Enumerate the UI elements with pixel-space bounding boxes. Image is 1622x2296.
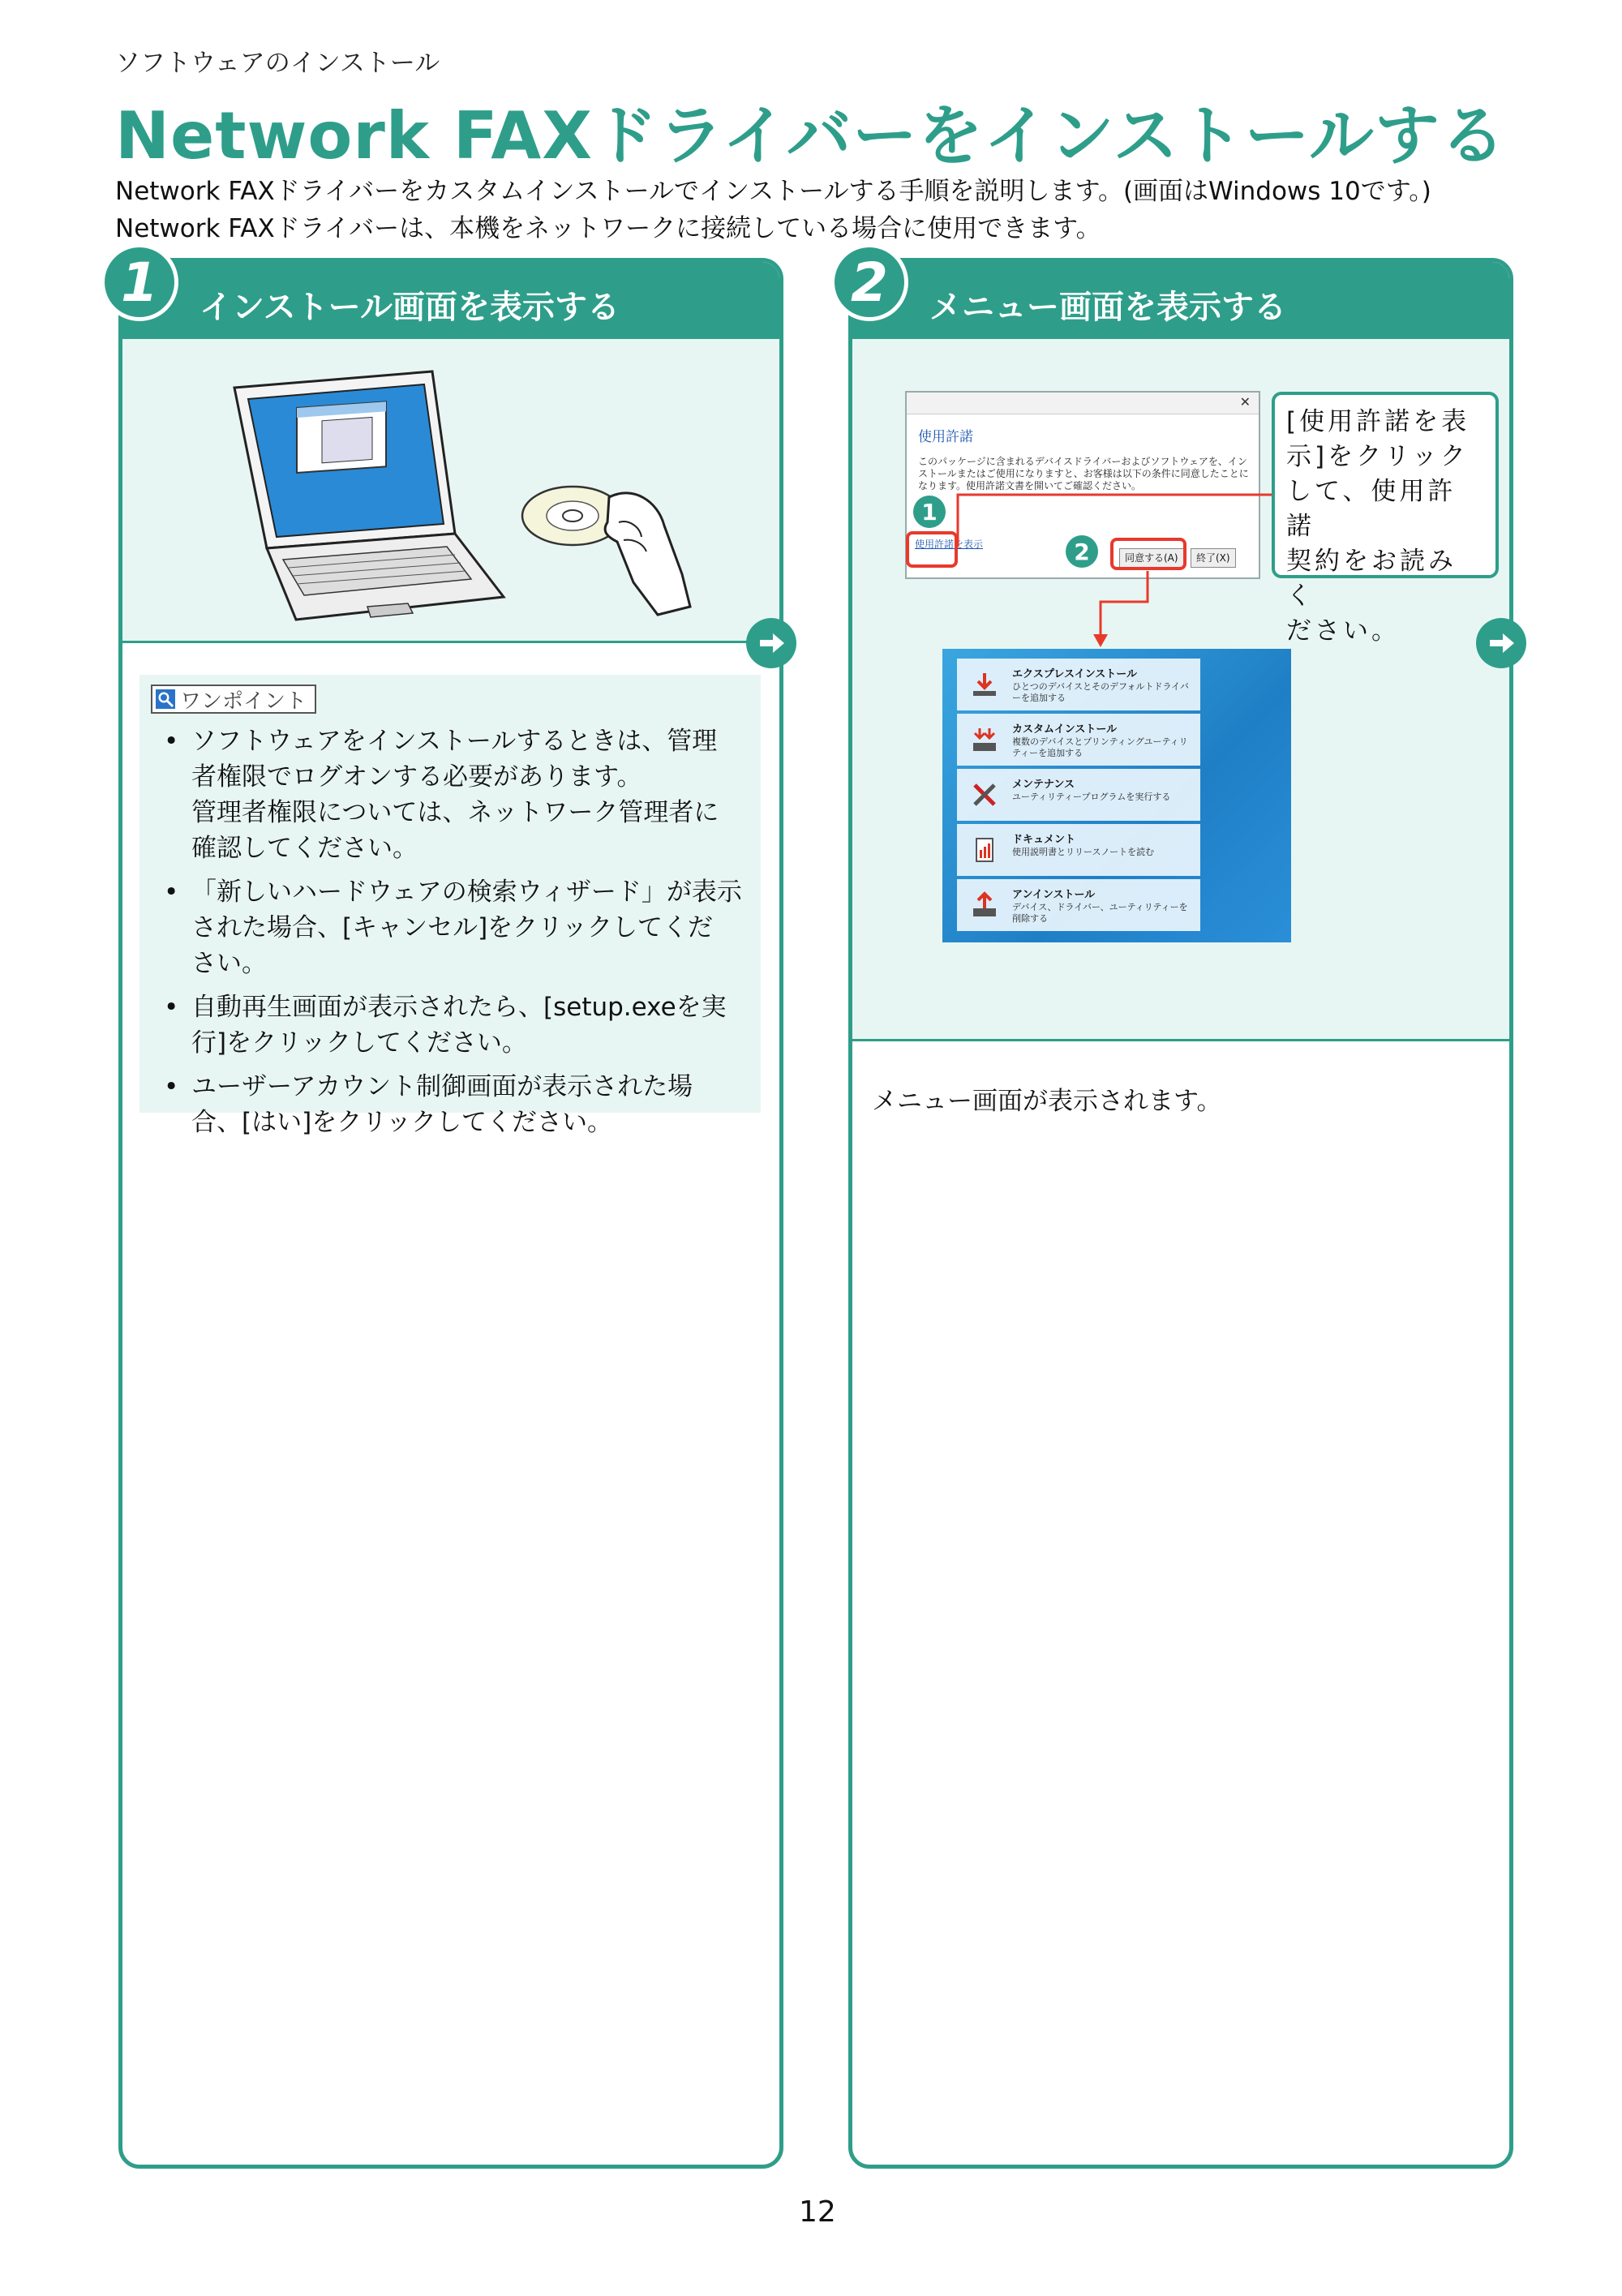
menu-item-desc: 複数のデバイスとプリンティングユーティリティーを追加する [1012,736,1188,758]
tip-line: さい。 [191,949,267,978]
section-label: ソフトウェアのインストール [115,49,440,78]
menu-item-document[interactable] [957,824,1200,876]
menu-item-maintenance[interactable] [957,769,1200,821]
dialog-titlebar [907,393,1259,414]
menu-item-custom[interactable] [957,714,1200,766]
step-1-header [122,262,779,339]
tip-line: • 「新しいハードウェアの検索ウィザード」が表示 [191,878,742,907]
tip-bullet [159,989,751,1061]
callout-line: 契約をお読みく [1286,547,1457,611]
arrow-right-icon [755,627,787,659]
connector-lines [949,487,1281,649]
download-icon [970,670,999,699]
menu-item-name: ドキュメント [1012,834,1076,846]
description-line-2: Network FAXドライバーは、本機をネットワークに接続している場合に使用できます。 [115,214,1101,243]
step-1-panel [118,258,783,2169]
tip-line: 確認してください。 [191,834,418,863]
callout-line: 示]をクリック [1286,442,1469,471]
menu-item-uninstall[interactable] [957,879,1200,931]
laptop-cd-illustration [122,339,783,641]
menu-item-name: エクスプレスインストール [1012,668,1138,680]
tip-line: 管理者権限については、ネットワーク管理者に [191,798,719,827]
dialog-title: 使用許諾 [918,429,973,445]
custom-install-icon [970,725,999,754]
menu-item-desc: ひとつのデバイスとそのデフォルトドライバーを追加する [1012,681,1189,703]
tip-label: ワンポイント [180,689,307,714]
tools-icon [970,780,999,809]
callout-line: ださい。 [1286,616,1400,646]
tip-line: • ソフトウェアをインストールするときは、管理 [191,727,718,756]
step-1-title: インストール画面を表示する [200,289,620,326]
tip-bullet [159,1069,751,1140]
tip-line: された場合、[キャンセル]をクリックしてくだ [191,913,713,942]
install-menu [942,649,1291,942]
tip-bullet [159,723,751,866]
callout-line: して、使用許諾 [1286,477,1457,541]
tip-bullet [159,874,751,981]
page-title: Network FAXドライバーをインストールする [115,98,1506,174]
agree-button[interactable]: 同意する(A) [1119,548,1184,568]
tip-bullets [159,723,751,1148]
close-icon[interactable]: ✕ [1239,394,1251,410]
step-1-badge: 1 [101,243,178,321]
marker-2: 2 [1066,535,1098,568]
marker-1: 1 [913,496,946,528]
step-1-illustration [122,339,779,641]
tip-line: 行]をクリックしてください。 [191,1028,527,1058]
tip-line: 者権限でログオンする必要があります。 [191,762,642,792]
menu-item-desc: デバイス、ドライバー、ユーティリティーを削除する [1012,902,1188,924]
next-arrow-icon [1476,618,1526,668]
show-license-link[interactable]: 使用許諾を表示 [915,539,984,550]
dialog-body: このパッケージに含まれるデバイスドライバーおよびソフトウェアを、インストールまたはご使用になりますと、お客様は以下の条件に同意したことになります。使用許諾文書を開いてご確認ください。 [918,456,1249,491]
menu-item-express[interactable] [957,659,1200,710]
result-text: メニュー画面が表示されます。 [872,1087,1222,1116]
step-1-divider [122,641,779,643]
description-line-1: Network FAXドライバーをカスタムインストールでインストールする手順を説明します。(画面はWindows 10です。) [115,177,1431,206]
menu-item-name: アンインストール [1012,889,1096,901]
tip-line: 合、[はい]をクリックしてください。 [191,1108,612,1137]
menu-item-desc: 使用説明書とリリースノートを読む [1012,847,1155,857]
menu-item-name: メンテナンス [1012,779,1075,791]
uninstall-icon [970,891,999,920]
tip-line: • 自動再生画面が表示されたら、[setup.exeを実 [191,993,727,1022]
exit-button[interactable]: 終了(X) [1191,548,1236,568]
tip-badge [151,685,316,714]
tip-box [139,675,761,1137]
callout-line: [使用許諾を表 [1286,407,1470,436]
step-2-header [852,262,1509,339]
page-number: 12 [799,2195,836,2229]
step-2-divider [852,1039,1509,1041]
next-arrow-icon [746,618,796,668]
step-2-badge: 2 [830,243,908,321]
license-callout [1272,392,1499,646]
document-icon [970,835,999,865]
menu-item-name: カスタムインストール [1012,723,1118,736]
arrow-right-icon [1485,627,1517,659]
tip-line: • ユーザーアカウント制御画面が表示された場 [191,1072,693,1101]
step-2-title: メニュー画面を表示する [929,289,1286,326]
menu-item-desc: ユーティリティープログラムを実行する [1012,792,1171,802]
magnifier-icon [156,689,175,709]
